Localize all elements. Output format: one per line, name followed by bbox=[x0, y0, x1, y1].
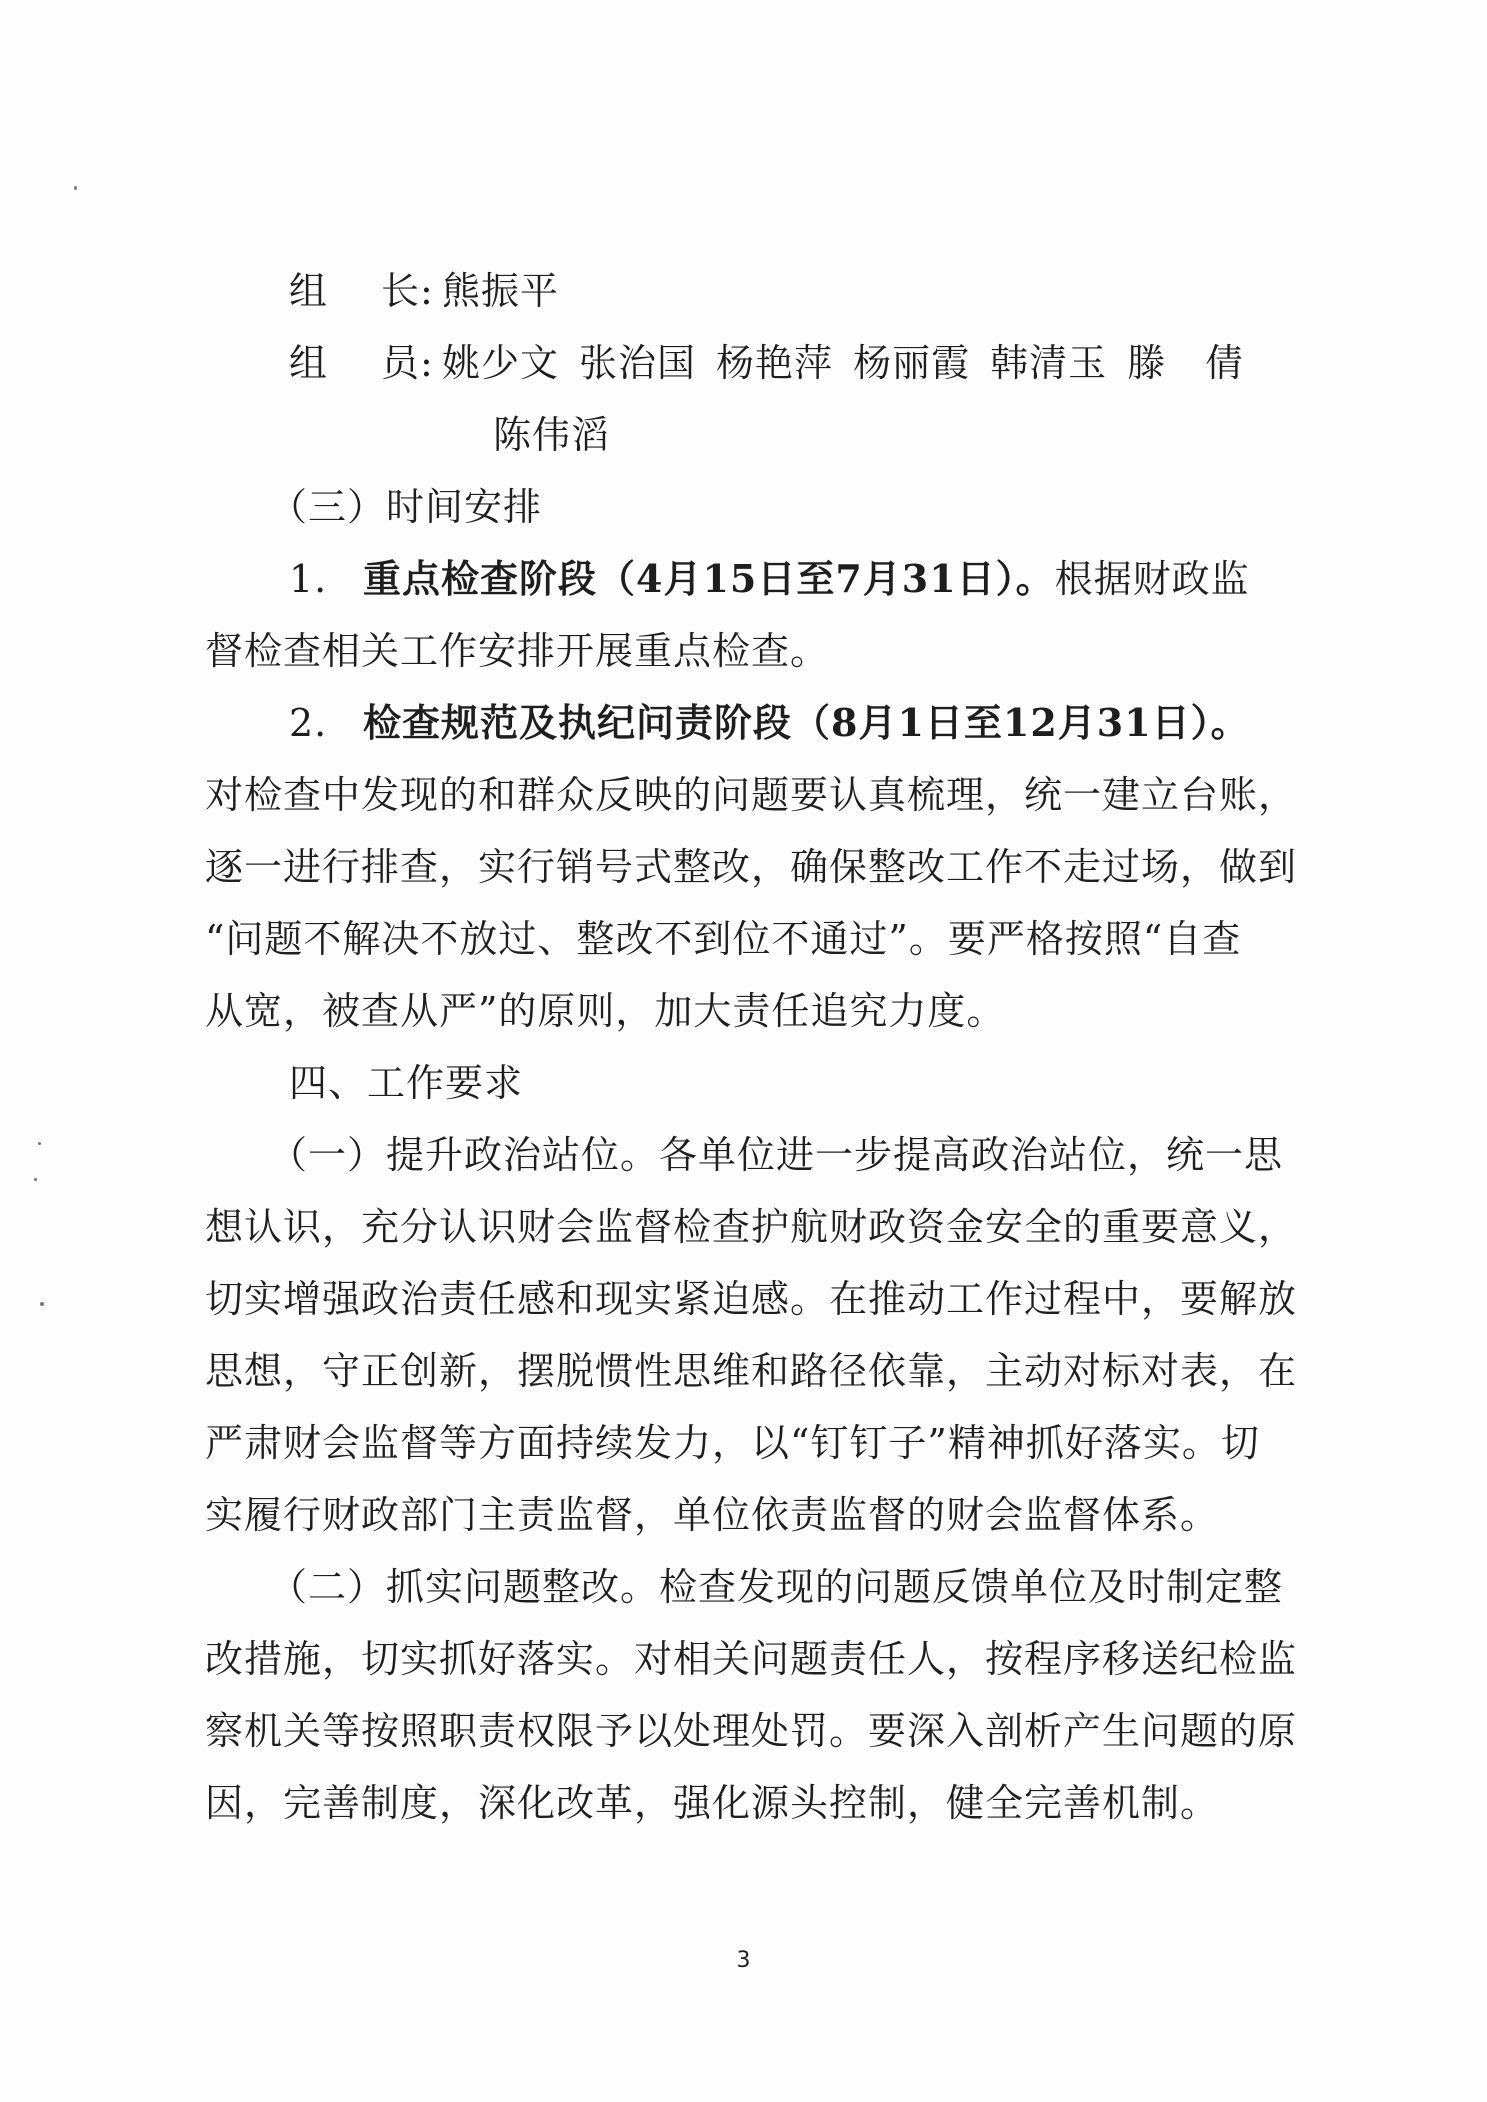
group-leader-colon: : bbox=[420, 269, 434, 313]
phase2-text: 对检查中发现的和群众反映的问题要认真梳理，统一建立台账， bbox=[205, 773, 1298, 817]
phase2-bold: 检查规范及执纪问责阶段（8月1日至12月31日）。 bbox=[363, 700, 1250, 745]
section-four-title bbox=[205, 1047, 1325, 1119]
phase1-line1 bbox=[205, 543, 1325, 615]
member-name: 韩清玉 bbox=[990, 341, 1108, 385]
req2-text: （二）抓实问题整改。检查发现的问题反馈单位及时制定整 bbox=[269, 1565, 1284, 1609]
req2-text-line bbox=[205, 1623, 1325, 1695]
req1-text: 实履行财政部门主责监督，单位依责监督的财会监督体系。 bbox=[205, 1493, 1220, 1537]
req2-first-line bbox=[205, 1551, 1325, 1623]
member-name: 张治国 bbox=[579, 341, 697, 385]
member-name: 杨艳萍 bbox=[716, 341, 834, 385]
member-name: 姚少文 bbox=[442, 341, 560, 385]
group-members-label-a: 组 bbox=[289, 341, 329, 385]
phase1-line2 bbox=[205, 615, 1325, 687]
phase2-text-line bbox=[205, 903, 1325, 975]
req1-text-line bbox=[205, 1479, 1325, 1551]
scan-speck bbox=[34, 1178, 37, 1181]
group-leader-label-a: 组 bbox=[289, 269, 329, 313]
req2-text-line bbox=[205, 1767, 1325, 1839]
phase1-num: 1. bbox=[289, 557, 328, 601]
phase2-text-line bbox=[205, 975, 1325, 1047]
phase2-line1 bbox=[205, 687, 1325, 759]
document-body bbox=[205, 255, 1325, 1839]
req1-text: 思想，守正创新，摆脱惯性思维和路径依靠，主动对标对表，在 bbox=[205, 1349, 1298, 1393]
req1-text-line bbox=[205, 1407, 1325, 1479]
req1-text: 切实增强政治责任感和现实紧迫感。在推动工作过程中，要解放 bbox=[205, 1277, 1298, 1321]
group-members-colon: : bbox=[420, 341, 434, 385]
req2-text: 察机关等按照职责权限予以处理处罚。要深入剖析产生问题的原 bbox=[205, 1709, 1298, 1753]
group-members-cont-line bbox=[205, 399, 1325, 471]
req1-text-line bbox=[205, 1335, 1325, 1407]
scan-speck bbox=[38, 1142, 41, 1145]
phase2-text-line bbox=[205, 831, 1325, 903]
section-four-title-text: 四、工作要求 bbox=[289, 1061, 524, 1105]
group-leader-label-b: 长 bbox=[381, 269, 421, 313]
phase2-text: 逐一进行排查，实行销号式整改，确保整改工作不走过场，做到 bbox=[205, 845, 1298, 889]
page-number: 3 bbox=[736, 1948, 751, 1973]
phase2-text: “问题不解决不放过、整改不到位不通过”。要严格按照“自查 bbox=[205, 917, 1242, 961]
phase1-bold: 重点检查阶段（4月15日至7月31日）。 bbox=[363, 556, 1055, 601]
member-name: 陈伟滔 bbox=[493, 413, 611, 457]
scan-speck bbox=[40, 1302, 44, 1306]
req1-text: 想认识，充分认识财会监督检查护航财政资金安全的重要意义， bbox=[205, 1205, 1298, 1249]
req1-text-line bbox=[205, 1263, 1325, 1335]
phase2-text: 从宽，被查从严”的原则，加大责任追究力度。 bbox=[205, 989, 1006, 1033]
group-leader-name: 熊振平 bbox=[442, 269, 560, 313]
req2-text: 改措施，切实抓好落实。对相关问题责任人，按程序移送纪检监 bbox=[205, 1637, 1298, 1681]
phase1-text-cont: 督检查相关工作安排开展重点检查。 bbox=[205, 629, 830, 673]
member-name: 滕 倩 bbox=[1127, 341, 1245, 385]
scan-speck bbox=[74, 186, 77, 190]
group-members-label-b: 员 bbox=[381, 341, 421, 385]
req1-text: 严肃财会监督等方面持续发力，以“钉钉子”精神抓好落实。切 bbox=[205, 1421, 1260, 1465]
group-leader-line bbox=[205, 255, 1325, 327]
req1-text-line bbox=[205, 1191, 1325, 1263]
member-name: 杨丽霞 bbox=[853, 341, 971, 385]
section-three-title-text: （三）时间安排 bbox=[269, 485, 543, 529]
phase2-text-line bbox=[205, 759, 1325, 831]
req2-text-line bbox=[205, 1695, 1325, 1767]
req1-first-line bbox=[205, 1119, 1325, 1191]
group-members-line bbox=[205, 327, 1325, 399]
phase2-num: 2. bbox=[289, 701, 328, 745]
section-three-title bbox=[205, 471, 1325, 543]
req2-text: 因，完善制度，深化改革，强化源头控制，健全完善机制。 bbox=[205, 1781, 1220, 1825]
req1-text: （一）提升政治站位。各单位进一步提高政治站位，统一思 bbox=[269, 1133, 1284, 1177]
phase1-text: 根据财政监 bbox=[1054, 557, 1250, 601]
